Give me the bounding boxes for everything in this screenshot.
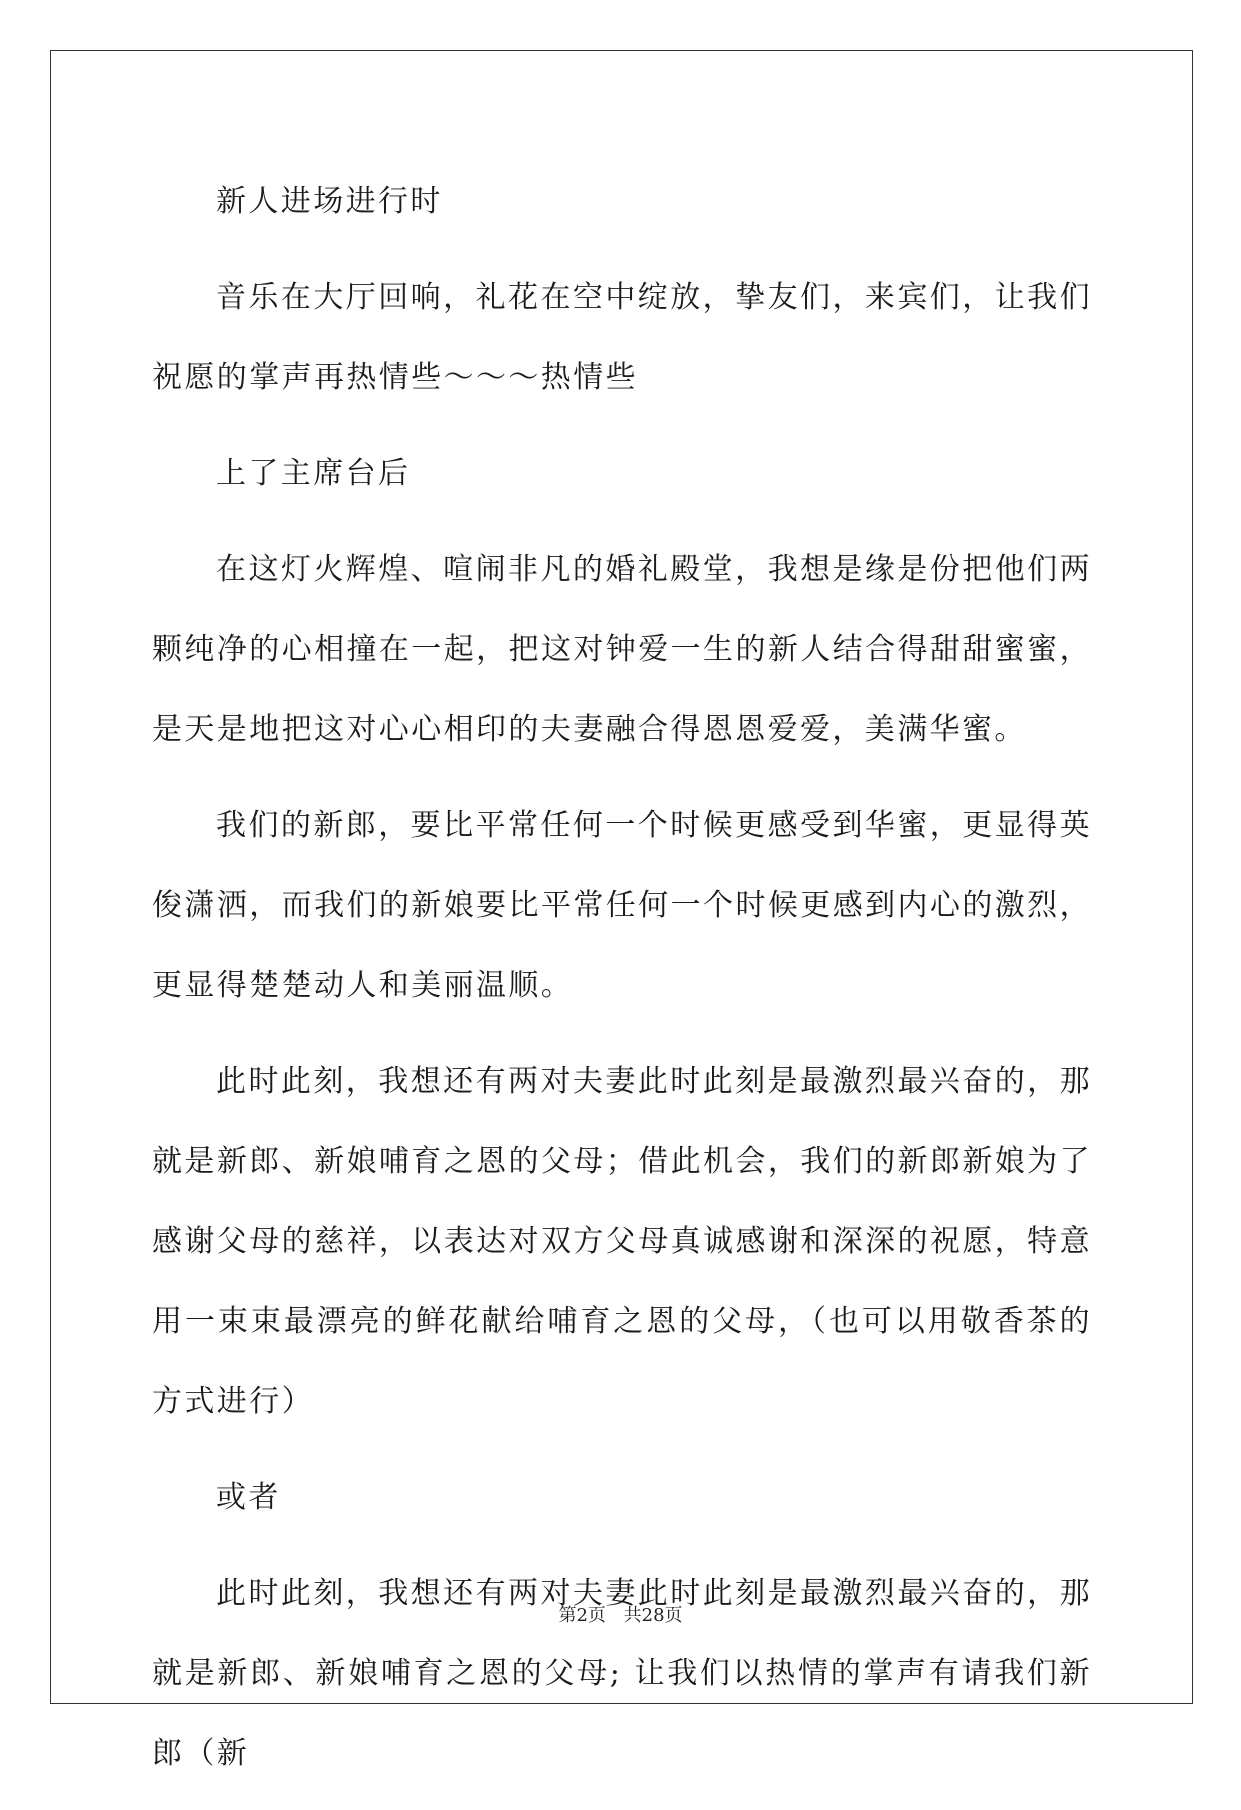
paragraph-heading-stage: 上了主席台后 xyxy=(216,456,411,491)
paragraph-heading-entrance: 新人进场进行时 xyxy=(216,184,443,219)
paragraph-wedding-hall: 在这灯火辉煌、喧闹非凡的婚礼殿堂，我想是缘是份把他们两颗纯净的心相撞在一起，把这对钟爱一生的新人结合得甜甜蜜蜜，是天是地把这对心心相印的夫妻融合得恩恩爱爱，美满华蜜。 xyxy=(152,552,1092,747)
document-body xyxy=(152,162,1092,1810)
page-number: 第2页 xyxy=(558,1605,606,1626)
paragraph-or: 或者 xyxy=(216,1480,281,1515)
page-total: 共28页 xyxy=(623,1605,683,1626)
page-footer xyxy=(0,1601,1241,1627)
paragraph-thank-parents: 此时此刻，我想还有两对夫妻此时此刻是最激烈最兴奋的，那就是新郎、新娘哺育之恩的父母；借此机会，我们的新郎新娘为了感谢父母的慈祥，以表达对双方父母真诚感谢和深深的祝愿，特意用一束束最漂亮的鲜花献给哺育之恩的父母，（也可以用敬香茶的方式进行） xyxy=(152,1064,1092,1419)
paragraph-music-blessing: 音乐在大厅回响，礼花在空中绽放，挚友们，来宾们，让我们祝愿的掌声再热情些～～～热情些 xyxy=(152,280,1092,395)
paragraph-invite-parents: 此时此刻，我想还有两对夫妻此时此刻是最激烈最兴奋的，那就是新郎、新娘哺育之恩的父母; 让我们以热情的掌声有请我们新郎（新 xyxy=(152,1576,1092,1771)
paragraph-groom-bride: 我们的新郎，要比平常任何一个时候更感受到华蜜，更显得英俊潇洒，而我们的新娘要比平常任何一个时候更感到内心的激烈，更显得楚楚动人和美丽温顺。 xyxy=(152,808,1092,1003)
